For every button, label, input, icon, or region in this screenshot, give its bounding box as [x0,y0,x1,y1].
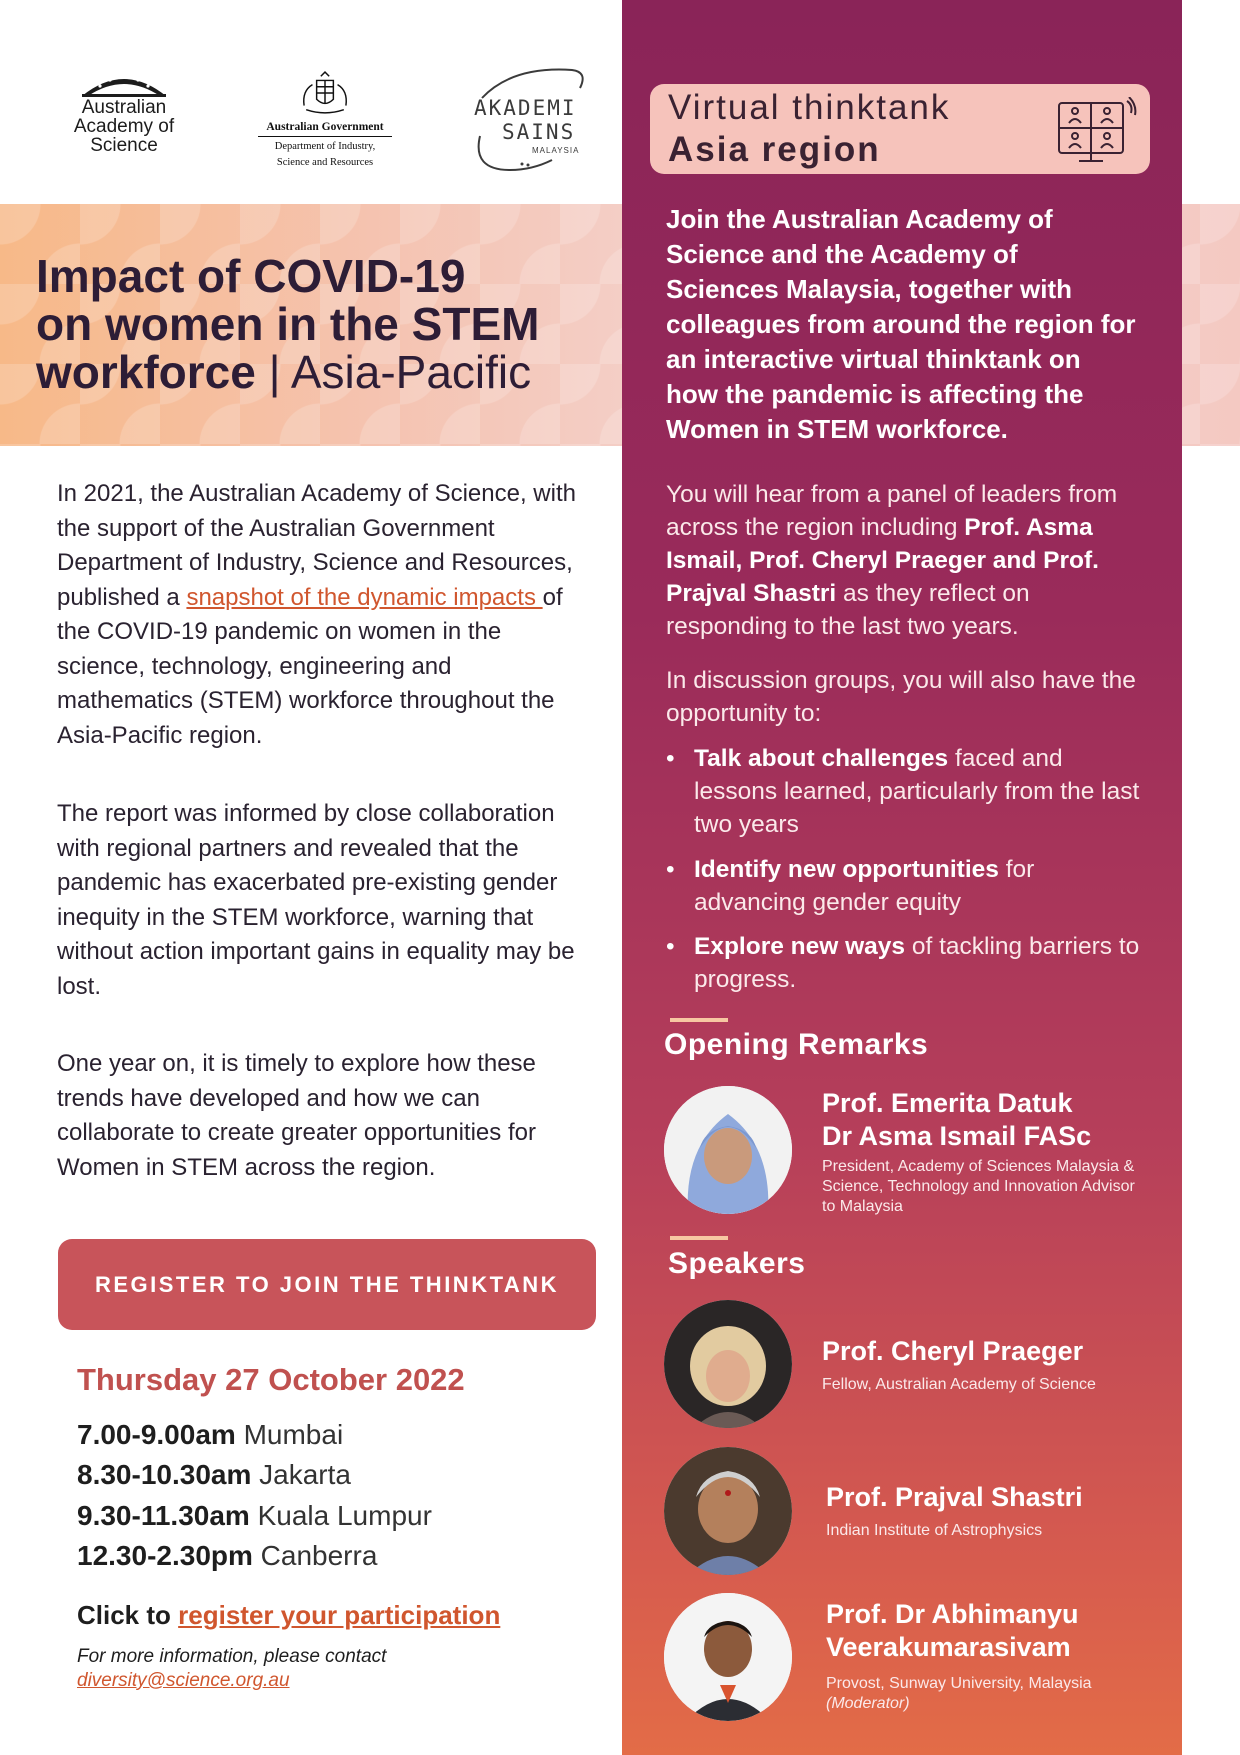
sains-word: SAINS [502,120,576,144]
report-paragraph: The report was informed by close collaboration with regional partners and revealed that the pandemic has exacerbated pre-existing gender inequity in the STEM workforce, warning that without action important gains in equality may be lost. [57,800,575,1000]
time-range: 9.30-11.30am [77,1500,250,1531]
click-to-register [77,1600,500,1631]
time-row [77,1420,343,1450]
title-line: on women in the STEM [36,298,540,350]
australian-government-logo [258,70,392,169]
bullet-text: of tackling barriers to progress. [694,933,1140,993]
gov-dept-line: Department of Industry, [274,141,376,152]
click-prefix: Click to [77,1600,179,1630]
logo-text-line: Australian [81,97,167,118]
intro-text-cont: of the COVID-19 pandemic on women in the science, technology, engineering and mathematics (STEM) workforce throughout the Asia-Pacific region. [57,583,563,749]
gov-dept-line: Science and Resources [276,157,374,168]
intro-text: In 2021, the Australian Academy of Science, with the support of the Australian Government Department of Industry, Science and Resources, published a [57,480,576,611]
logo-text-line: Academy of [73,116,175,137]
speaker-name: Prof. Prajval Shastri [826,1482,1083,1512]
contact-email-link[interactable]: diversity@science.org.au [77,1670,290,1691]
bullet-bold: Explore new ways [694,933,906,960]
speaker-role: Fellow, Australian Academy of Science [822,1376,1096,1393]
discussion-paragraph: In discussion groups, you will also have the opportunity to: [666,667,1136,727]
opening-speaker-name [822,1087,1091,1153]
bullet-text: faced and lessons learned, particularly from the last two years [694,745,1140,838]
academy-dome-icon [80,68,168,98]
title-region: Asia-Pacific [290,346,532,398]
time-row [77,1501,432,1531]
panel-text-cont: as they reflect on responding to the last two years. [666,580,1030,640]
title-line [36,348,616,396]
coat-of-arms-icon [293,70,357,116]
panel-names: Prof. Asma Ismail, Prof. Cheryl Praeger and Prof. Prajval Shastri [666,514,1099,607]
time-range: 8.30-10.30am [77,1459,252,1490]
portrait-photo [664,1593,792,1721]
register-participation-link[interactable]: register your participation [178,1600,501,1630]
register-button[interactable]: REGISTER TO JOIN THE THINKTANK [58,1239,596,1330]
panel-text: You will hear from a panel of leaders from across the region including [666,481,1118,541]
section-divider [670,1018,728,1022]
speaker-name: Prof. Cheryl Praeger [822,1336,1084,1366]
gov-title: Australian Government [258,121,392,137]
avatar-cheryl-praeger [664,1300,792,1428]
logo-text-line: Science [90,135,158,156]
moderator-name [826,1598,1079,1664]
bullet-text: for advancing gender equity [694,856,1035,916]
contact-info [77,1645,386,1693]
intro-paragraph [57,477,587,753]
malaysia-word: MALAYSIA [532,146,580,155]
bullet-item [666,742,1146,841]
snapshot-report-link[interactable]: snapshot of the dynamic impacts [186,583,543,611]
section-divider [670,1236,728,1240]
time-row [77,1460,351,1490]
one-year-on-paragraph: One year on, it is timely to explore how these trends have developed and how we can collaborate to create greater opportunities for Women in STEM across the region. [57,1050,536,1181]
thinktank-intro: Join the Australian Academy of Science and the Academy of Sciences Malaysia, together with colleagues from around the region for an interactive virtual thinktank on how the pandemic is affecting the Women in STEM workforce. [666,204,1136,444]
akademi-sains-malaysia-logo [462,66,592,176]
city-name: Canberra [260,1540,378,1571]
city-name: Jakarta [259,1459,351,1490]
opening-speaker-role: President, Academy of Sciences Malaysia & Science, Technology and Innovation Advisor to Malaysia [822,1158,1135,1215]
speaker-name-line: Prof. Dr Abhimanyu [826,1599,1079,1629]
city-name: Kuala Lumpur [257,1500,432,1531]
bullet-bold: Identify new opportunities [694,856,999,883]
title-line: Impact of COVID-19 [36,250,466,302]
panel-paragraph [666,478,1146,643]
speaker-name-line: Dr Asma Ismail FASc [822,1121,1092,1151]
speaker-name-line: Prof. Emerita Datuk [822,1088,1073,1118]
page-title [36,252,616,396]
portrait-photo [664,1086,792,1214]
avatar-abhimanyu-veerakumarasivam [664,1593,792,1721]
akademi-word: AKADEMI [474,96,577,120]
bullet-item [666,853,1146,919]
time-range: 12.30-2.30pm [77,1540,253,1571]
bullet-bold: Talk about challenges [694,745,949,772]
city-name: Mumbai [243,1419,344,1450]
time-row [77,1541,377,1571]
badge-line-1: Virtual thinktank [668,88,951,127]
time-range: 7.00-9.00am [77,1419,236,1450]
contact-text: For more information, please contact [77,1646,387,1667]
title-workforce: workforce [36,346,256,398]
avatar-prajval-shastri [664,1447,792,1575]
moderator-role [826,1674,1092,1714]
opening-remarks-heading: Opening Remarks [664,1028,929,1061]
moderator-note: (Moderator) [826,1695,910,1712]
portrait-photo [664,1300,792,1428]
title-separator: | [255,346,291,398]
badge-line-2: Asia region [668,130,881,169]
speaker-name-line: Veerakumarasivam [826,1632,1071,1662]
video-conference-icon [1055,97,1137,167]
speaker-role: Indian Institute of Astrophysics [826,1522,1043,1539]
australian-academy-of-science-logo [64,68,184,155]
avatar-asma-ismail [664,1086,792,1214]
speaker-role: Provost, Sunway University, Malaysia [826,1675,1092,1692]
event-date: Thursday 27 October 2022 [77,1362,465,1397]
portrait-photo [664,1447,792,1575]
speakers-heading: Speakers [668,1247,806,1280]
bullet-item [666,930,1146,996]
